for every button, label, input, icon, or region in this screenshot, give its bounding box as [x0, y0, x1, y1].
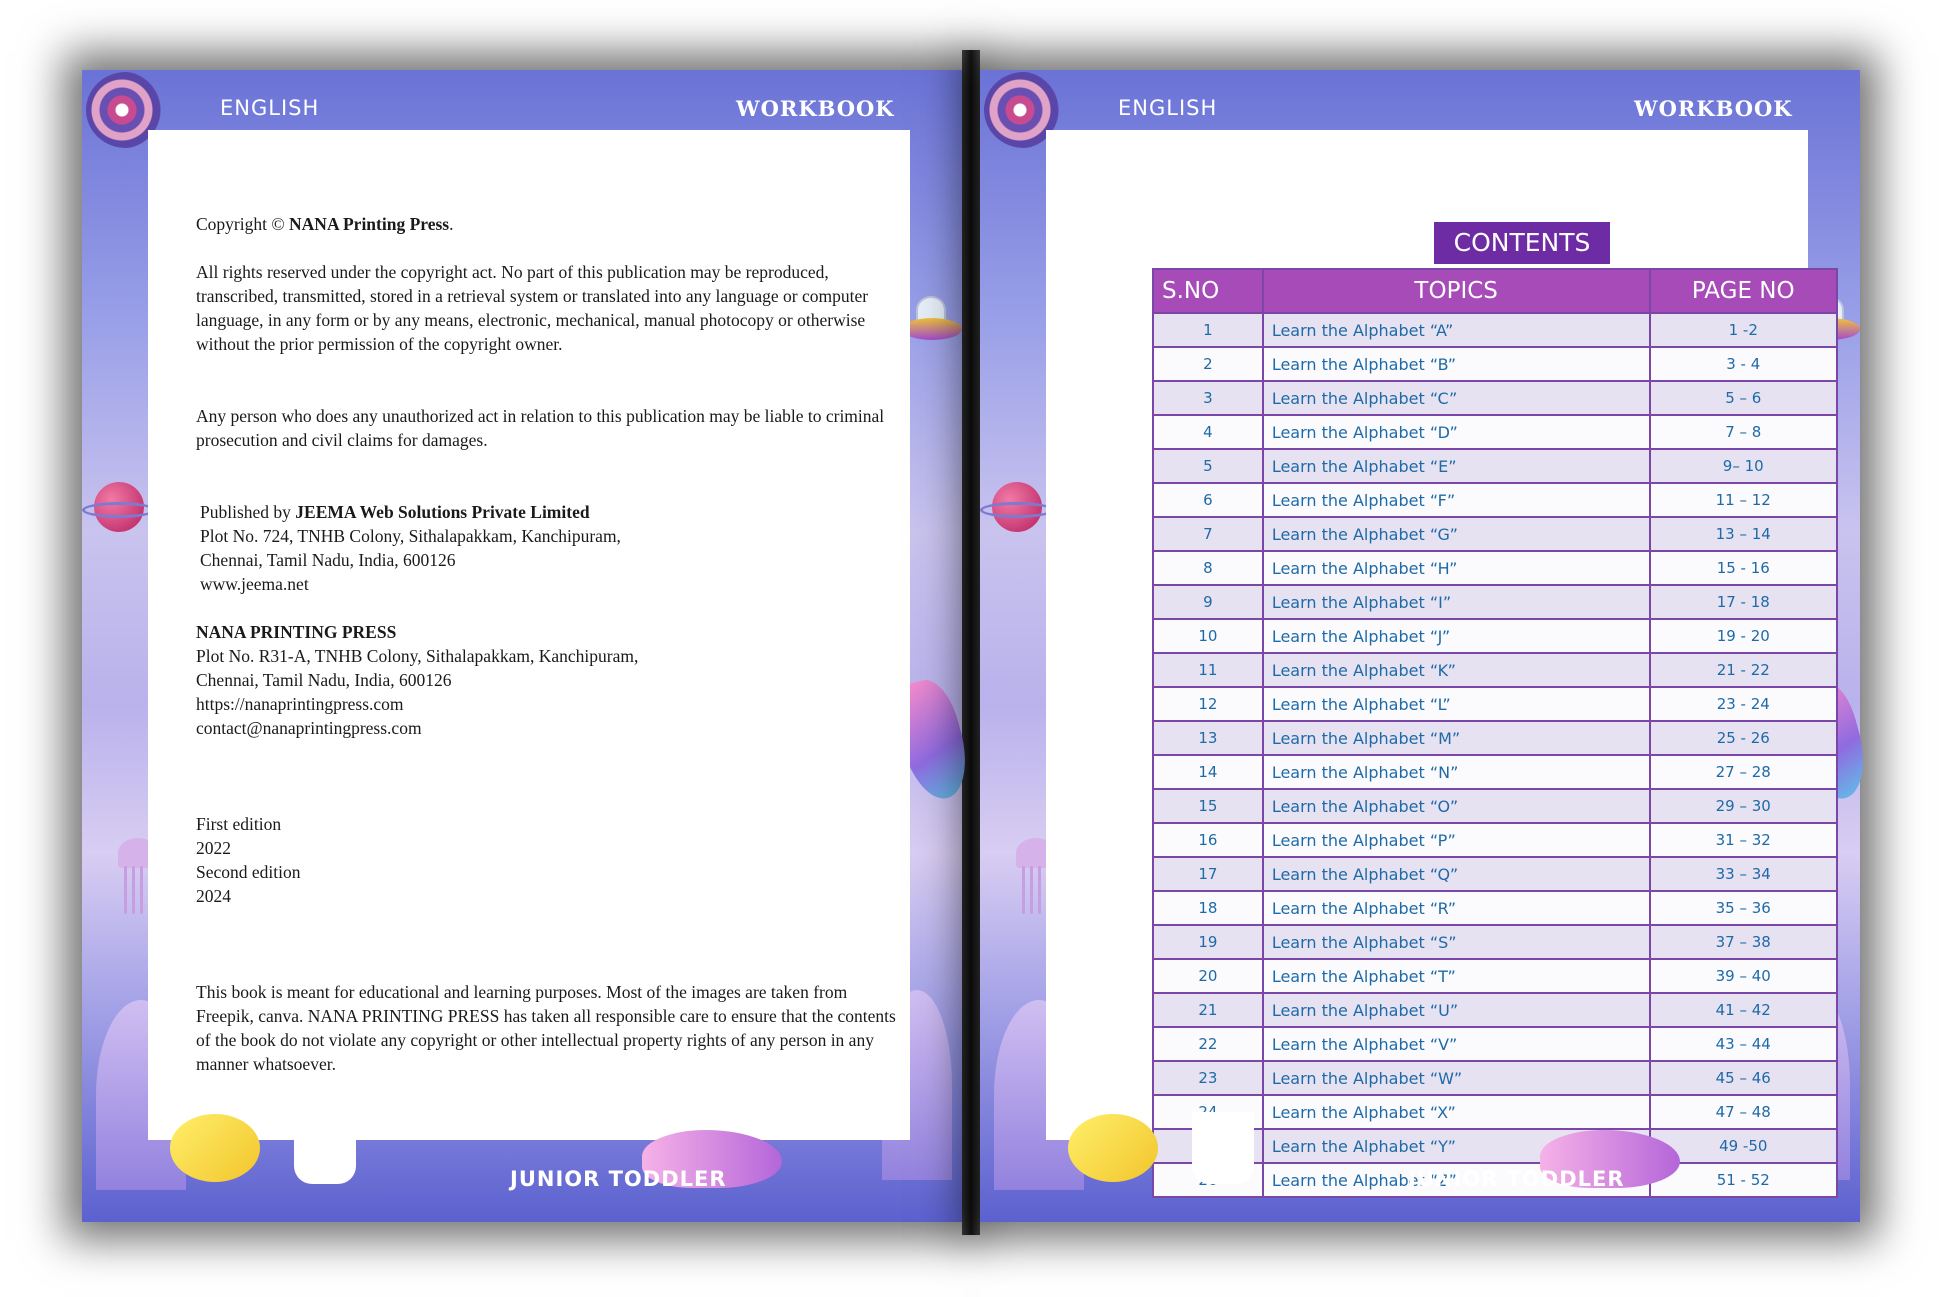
copyright-panel — [148, 130, 910, 1140]
row-topic: Learn the Alphabet “M” — [1263, 721, 1650, 755]
row-topic: Learn the Alphabet “J” — [1263, 619, 1650, 653]
page-tab — [1192, 1112, 1254, 1184]
row-page-no: 49 -50 — [1650, 1129, 1837, 1163]
row-topic: Learn the Alphabet “B” — [1263, 347, 1650, 381]
table-row — [1153, 925, 1837, 959]
row-sno: 2 — [1153, 347, 1263, 381]
row-sno: 4 — [1153, 415, 1263, 449]
row-sno: 3 — [1153, 381, 1263, 415]
column-header-page-no: PAGE NO — [1650, 269, 1837, 313]
table-row — [1153, 755, 1837, 789]
header-subject: ENGLISH — [220, 96, 320, 120]
row-sno: 8 — [1153, 551, 1263, 585]
row-sno: 7 — [1153, 517, 1263, 551]
row-topic: Learn the Alphabet “F” — [1263, 483, 1650, 517]
row-topic: Learn the Alphabet “U” — [1263, 993, 1650, 1027]
row-page-no: 29 – 30 — [1650, 789, 1837, 823]
book-gutter — [962, 50, 980, 1235]
footer-level: JUNIOR TODDLER — [1408, 1167, 1625, 1191]
table-row — [1153, 993, 1837, 1027]
right-page — [980, 70, 1860, 1222]
disclaimer-paragraph: This book is meant for educational and learning purposes. Most of the images are taken from Freepik, canva. NANA PRINTING PRESS has taken all responsible care to ensure that the contents of the book do not violate any copyright or other intellectual property rights of any person in any manner whatsoever. — [196, 982, 896, 1074]
table-row — [1153, 891, 1837, 925]
header-type: WORKBOOK — [736, 96, 895, 121]
table-row — [1153, 1027, 1837, 1061]
row-page-no: 5 – 6 — [1650, 381, 1837, 415]
row-topic: Learn the Alphabet “L” — [1263, 687, 1650, 721]
row-page-no: 3 - 4 — [1650, 347, 1837, 381]
table-row — [1153, 551, 1837, 585]
contents-title: CONTENTS — [1434, 222, 1610, 264]
table-row — [1153, 959, 1837, 993]
table-row — [1153, 483, 1837, 517]
header-type: WORKBOOK — [1634, 96, 1793, 121]
table-row — [1153, 857, 1837, 891]
row-topic: Learn the Alphabet “E” — [1263, 449, 1650, 483]
column-header-topics: TOPICS — [1263, 269, 1650, 313]
yellow-fish-icon — [1068, 1114, 1158, 1182]
liability-paragraph: Any person who does any unauthorized act in relation to this publication may be liable to criminal prosecution and civil claims for damages. — [196, 406, 885, 450]
table-row — [1153, 653, 1837, 687]
table-row — [1153, 687, 1837, 721]
row-sno: 17 — [1153, 857, 1263, 891]
row-topic: Learn the Alphabet “R” — [1263, 891, 1650, 925]
row-page-no: 23 - 24 — [1650, 687, 1837, 721]
edition-block: First edition 2022 Second edition 2024 — [196, 814, 301, 906]
row-page-no: 17 - 18 — [1650, 585, 1837, 619]
table-row — [1153, 789, 1837, 823]
row-topic: Learn the Alphabet “Y” — [1263, 1129, 1650, 1163]
row-page-no: 19 - 20 — [1650, 619, 1837, 653]
row-page-no: 39 – 40 — [1650, 959, 1837, 993]
row-topic: Learn the Alphabet “V” — [1263, 1027, 1650, 1061]
row-page-no: 43 – 44 — [1650, 1027, 1837, 1061]
row-topic: Learn the Alphabet “S” — [1263, 925, 1650, 959]
table-row — [1153, 585, 1837, 619]
table-row — [1153, 517, 1837, 551]
row-sno: 21 — [1153, 993, 1263, 1027]
table-row — [1153, 1095, 1837, 1129]
row-page-no: 27 – 28 — [1650, 755, 1837, 789]
row-page-no: 47 – 48 — [1650, 1095, 1837, 1129]
copyright-text-block — [196, 212, 896, 1076]
copyright-line: Copyright © NANA Printing Press. — [196, 214, 454, 234]
table-row — [1153, 415, 1837, 449]
row-sno: 6 — [1153, 483, 1263, 517]
table-row — [1153, 721, 1837, 755]
row-sno: 19 — [1153, 925, 1263, 959]
row-topic: Learn the Alphabet “Z” — [1263, 1163, 1650, 1197]
row-sno: 10 — [1153, 619, 1263, 653]
row-sno: 5 — [1153, 449, 1263, 483]
row-sno: 11 — [1153, 653, 1263, 687]
table-row — [1153, 347, 1837, 381]
row-topic: Learn the Alphabet “A” — [1263, 313, 1650, 347]
rights-paragraph: All rights reserved under the copyright act. No part of this publication may be reproduced, transcribed, transmitted, stored in a retrieval system or translated into any language or computer language, in any form or by any means, electronic, mechanical, manual photocopy or otherwise without the prior permission of the copyright owner. — [196, 262, 869, 354]
row-page-no: 45 – 46 — [1650, 1061, 1837, 1095]
page-tab — [294, 1112, 356, 1184]
row-sno: 1 — [1153, 313, 1263, 347]
row-sno: 22 — [1153, 1027, 1263, 1061]
row-topic: Learn the Alphabet “P” — [1263, 823, 1650, 857]
row-sno: 14 — [1153, 755, 1263, 789]
row-topic: Learn the Alphabet “T” — [1263, 959, 1650, 993]
publisher-block: Published by JEEMA Web Solutions Private Limited Plot No. 724, TNHB Colony, Sithalapakkam, Kanchipuram, Chennai, Tamil Nadu, India, 600126 www.jeema.net — [200, 502, 621, 594]
printer-block: NANA PRINTING PRESS Plot No. R31-A, TNHB Colony, Sithalapakkam, Kanchipuram, Chennai, Tamil Nadu, India, 600126 https://nanaprintingpress.com contact@nanaprintingpress.com — [196, 622, 639, 738]
contents-table — [1152, 268, 1838, 1198]
row-page-no: 33 – 34 — [1650, 857, 1837, 891]
left-page — [82, 70, 962, 1222]
table-row — [1153, 449, 1837, 483]
table-row — [1153, 619, 1837, 653]
ufo-icon — [902, 296, 962, 358]
row-topic: Learn the Alphabet “C” — [1263, 381, 1650, 415]
header-subject: ENGLISH — [1118, 96, 1218, 120]
row-topic: Learn the Alphabet “H” — [1263, 551, 1650, 585]
row-sno: 13 — [1153, 721, 1263, 755]
table-row — [1153, 313, 1837, 347]
row-topic: Learn the Alphabet “O” — [1263, 789, 1650, 823]
yellow-fish-icon — [170, 1114, 260, 1182]
row-topic: Learn the Alphabet “N” — [1263, 755, 1650, 789]
row-page-no: 25 - 26 — [1650, 721, 1837, 755]
row-page-no: 11 – 12 — [1650, 483, 1837, 517]
row-sno: 23 — [1153, 1061, 1263, 1095]
row-sno: 16 — [1153, 823, 1263, 857]
row-sno: 18 — [1153, 891, 1263, 925]
row-page-no: 7 – 8 — [1650, 415, 1837, 449]
row-sno: 20 — [1153, 959, 1263, 993]
row-page-no: 13 – 14 — [1650, 517, 1837, 551]
row-page-no: 21 - 22 — [1650, 653, 1837, 687]
planet-icon — [82, 474, 154, 546]
row-topic: Learn the Alphabet “D” — [1263, 415, 1650, 449]
row-page-no: 35 – 36 — [1650, 891, 1837, 925]
planet-icon — [980, 474, 1052, 546]
row-page-no: 15 - 16 — [1650, 551, 1837, 585]
table-row — [1153, 1129, 1837, 1163]
row-topic: Learn the Alphabet “W” — [1263, 1061, 1650, 1095]
row-sno: 12 — [1153, 687, 1263, 721]
table-row — [1153, 381, 1837, 415]
row-page-no: 51 - 52 — [1650, 1163, 1837, 1197]
row-page-no: 1 -2 — [1650, 313, 1837, 347]
row-topic: Learn the Alphabet “G” — [1263, 517, 1650, 551]
row-sno: 9 — [1153, 585, 1263, 619]
column-header-sno: S.NO — [1153, 269, 1263, 313]
table-row — [1153, 1061, 1837, 1095]
row-topic: Learn the Alphabet “X” — [1263, 1095, 1650, 1129]
table-row — [1153, 823, 1837, 857]
row-topic: Learn the Alphabet “I” — [1263, 585, 1650, 619]
row-page-no: 31 – 32 — [1650, 823, 1837, 857]
row-page-no: 41 – 42 — [1650, 993, 1837, 1027]
row-sno: 15 — [1153, 789, 1263, 823]
row-page-no: 9– 10 — [1650, 449, 1837, 483]
row-page-no: 37 – 38 — [1650, 925, 1837, 959]
row-topic: Learn the Alphabet “K” — [1263, 653, 1650, 687]
row-topic: Learn the Alphabet “Q” — [1263, 857, 1650, 891]
footer-level: JUNIOR TODDLER — [510, 1167, 727, 1191]
